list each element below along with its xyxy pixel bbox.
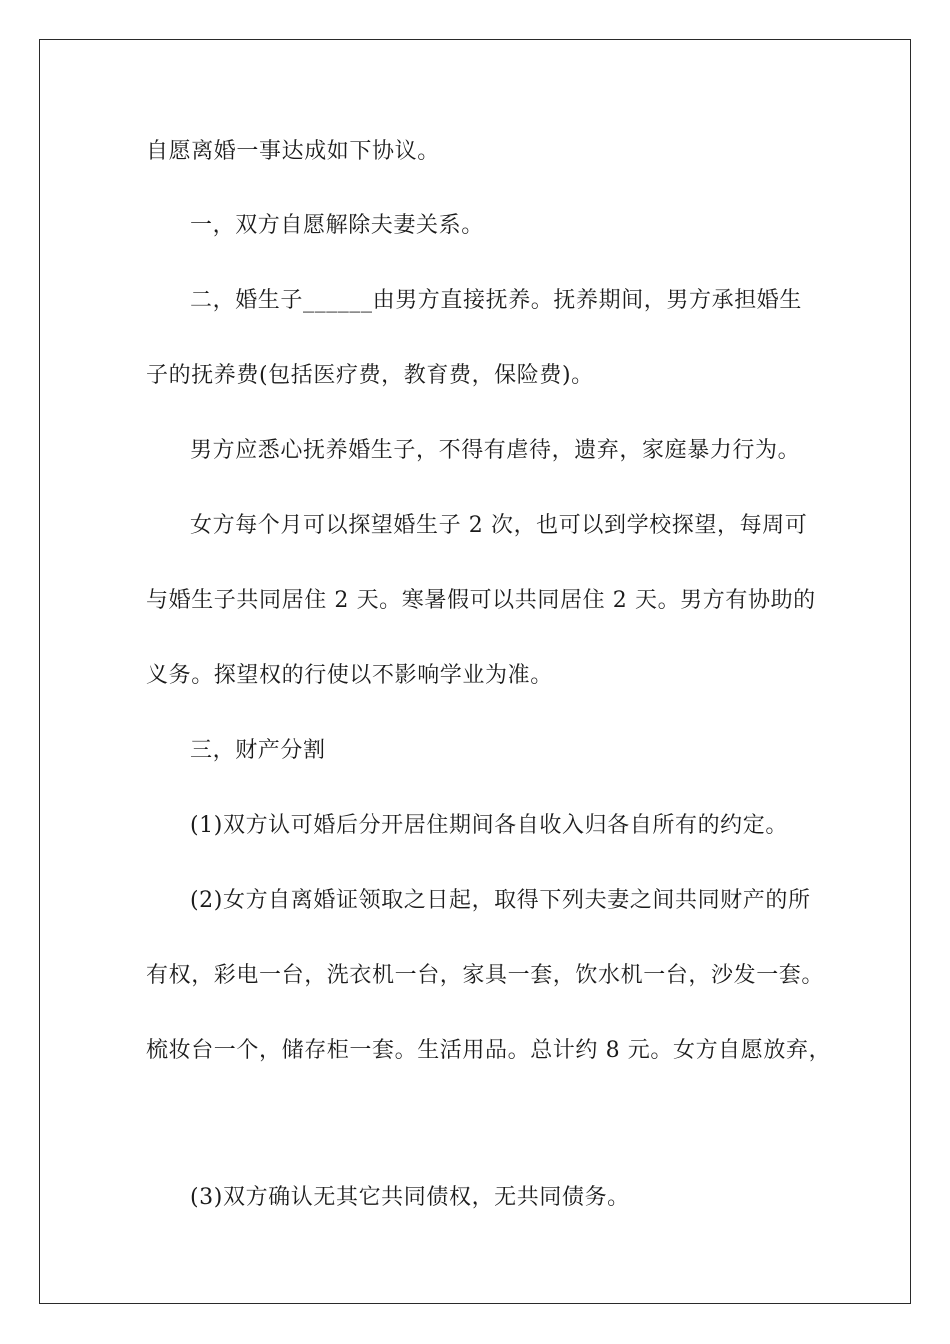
text-line-intro: 自愿离婚一事达成如下协议。 — [146, 139, 440, 164]
paragraph-care: 男方应悉心抚养婚生子，不得有虐待，遗弃，家庭暴力行为。 — [190, 438, 801, 463]
item-1: (1)双方认可婚后分开居住期间各自收入归各自所有的约定。 — [190, 813, 788, 838]
clause-2-line-1: 二，婚生子______由男方直接抚养。抚养期间，男方承担婚生 — [190, 288, 803, 313]
clause-1: 一，双方自愿解除夫妻关系。 — [190, 213, 484, 238]
item-2-line-3: 梳妆台一个，储存柜一套。生活用品。总计约 8 元。女方自愿放弃， — [146, 1038, 832, 1063]
item-3: (3)双方确认无其它共同债权，无共同债务。 — [190, 1185, 630, 1210]
paragraph-visitation-line-2: 与婚生子共同居住 2 天。寒暑假可以共同居住 2 天。男方有协助的 — [146, 588, 816, 613]
item-2-line-2: 有权，彩电一台，洗衣机一台，家具一套，饮水机一台，沙发一套。 — [146, 963, 825, 988]
clause-3-heading: 三，财产分割 — [190, 738, 326, 763]
item-2-line-1: (2)女方自离婚证领取之日起，取得下列夫妻之间共同财产的所 — [190, 888, 811, 913]
paragraph-visitation-line-3: 义务。探望权的行使以不影响学业为准。 — [146, 663, 553, 688]
clause-2-line-2: 子的抚养费(包括医疗费，教育费，保险费)。 — [146, 363, 594, 388]
paragraph-visitation-line-1: 女方每个月可以探望婚生子 2 次，也可以到学校探望，每周可 — [190, 513, 808, 538]
